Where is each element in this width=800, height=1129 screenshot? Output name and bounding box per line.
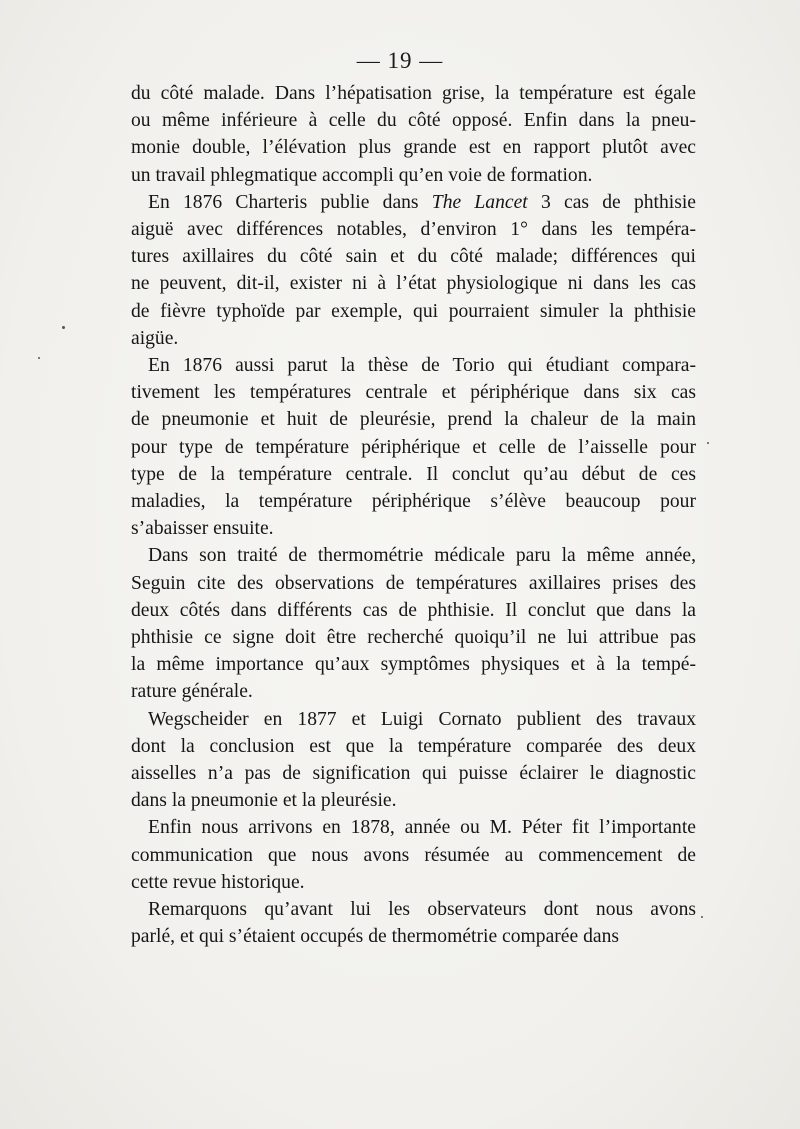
text-line: rature générale. — [131, 681, 253, 703]
text-line: monie double, l’élévation plus grande est en rapport plutôt avec — [131, 137, 696, 159]
text-line: deux côtés dans différents cas de phthisie. Il conclut que dans la — [131, 599, 696, 621]
paragraph — [131, 352, 696, 542]
text-line: ou même inférieure à celle du côté opposé. Enfin dans la pneu- — [131, 110, 696, 132]
text-line: maladies, la température périphérique s’élève beaucoup pour — [131, 491, 696, 513]
text-line: de fièvre typhoïde par exemple, qui pourraient simuler la phthisie — [131, 300, 696, 322]
paragraph — [131, 542, 696, 705]
text-segment: 3 cas de phthisie — [527, 191, 696, 213]
text-line: phthisie ce signe doit être recherché quoiqu’il ne lui attribue pas — [131, 627, 696, 649]
paragraph — [131, 189, 696, 352]
text-segment: En 1876 Charteris publie dans — [148, 191, 432, 213]
text-line: ne peuvent, dit-il, exister ni à l’état physiologique ni dans les cas — [131, 273, 696, 295]
text-line: Seguin cite des observations de températures axillaires prises des — [131, 572, 696, 594]
paragraph — [131, 896, 696, 950]
text-line: pour type de température périphérique et celle de l’aisselle pour — [131, 436, 696, 458]
text-line: de pneumonie et huit de pleurésie, prend la chaleur de la main — [131, 409, 696, 431]
body-text — [131, 80, 696, 951]
text-line: communication que nous avons résumée au commencement de — [131, 844, 696, 866]
text-line: En 1876 aussi parut la thèse de Torio qui étudiant compara- — [148, 355, 696, 377]
text-line: la même importance qu’aux symptômes physiques et à la tempé- — [131, 654, 696, 676]
text-line: du côté malade. Dans l’hépatisation grise, la température est égale — [131, 83, 696, 104]
text-line: Dans son traité de thermométrie médicale paru la même année, — [148, 545, 696, 567]
text-line: aigüe. — [131, 327, 179, 349]
text-line: tivement les températures centrale et périphérique dans six cas — [131, 382, 696, 404]
text-line: type de la température centrale. Il conclut qu’au début de ces — [131, 463, 696, 485]
text-line: Enfin nous arrivons en 1878, année ou M. Péter fit l’importante — [148, 817, 696, 839]
page-number: — 19 — — [356, 48, 444, 73]
text-line: cette revue historique. — [131, 871, 305, 893]
text-line: parlé, et qui s’étaient occupés de thermométrie comparée dans — [131, 926, 619, 948]
paragraph — [131, 706, 696, 815]
text-line: Remarquons qu’avant lui les observateurs dont nous avons — [148, 899, 696, 921]
text-line — [131, 189, 696, 216]
ink-speck — [707, 442, 709, 444]
paragraph — [131, 80, 696, 189]
text-line: aiguë avec différences notables, d’environ 1° dans les tempéra- — [131, 219, 696, 241]
text-line: aisselles n’a pas de signification qui puisse éclairer le diagnostic — [131, 763, 696, 785]
text-line: s’abaisser ensuite. — [131, 518, 274, 540]
text-line: Wegscheider en 1877 et Luigi Cornato publient des travaux — [148, 708, 696, 730]
journal-title: The Lancet — [431, 191, 528, 213]
paragraph — [131, 814, 696, 896]
text-line: un travail phlegmatique accompli qu’en voie de formation. — [131, 164, 593, 186]
ink-speck — [62, 326, 65, 329]
ink-speck — [701, 916, 703, 918]
text-line: dans la pneumonie et la pleurésie. — [131, 790, 397, 812]
text-line: dont la conclusion est que la température comparée des deux — [131, 735, 696, 757]
text-line: tures axillaires du côté sain et du côté malade; différences qui — [131, 246, 696, 268]
ink-speck — [38, 357, 40, 359]
